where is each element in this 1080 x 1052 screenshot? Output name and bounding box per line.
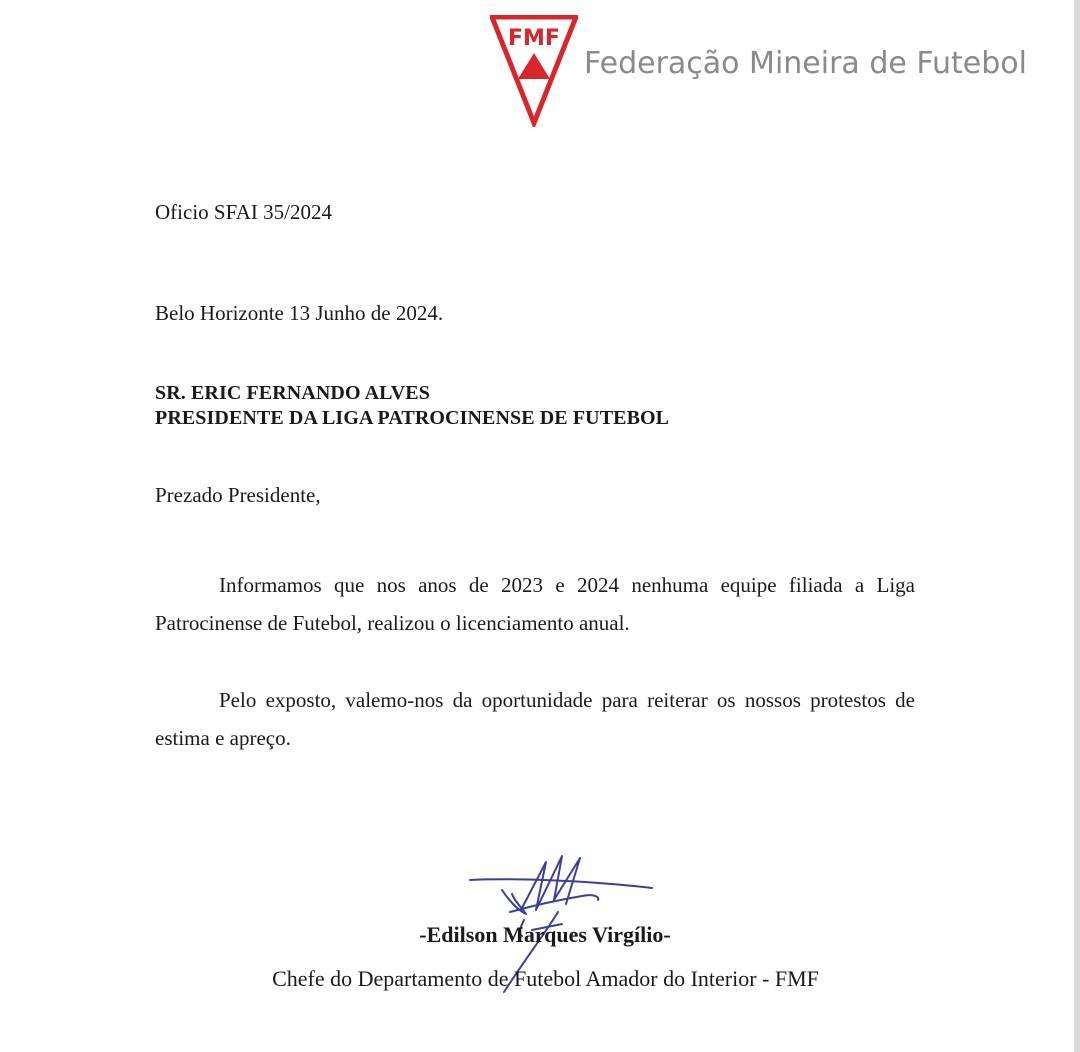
logo-text: FMF [508,26,560,51]
body-paragraph: Informamos que nos anos de 2023 e 2024 nenhuma equipe filiada a Liga Patrocinense de Futebol, realizou o licenciamento anual. [155,573,915,635]
addressee-title: PRESIDENTE DA LIGA PATROCINENSE DE FUTEBOL [155,407,670,429]
organization-name: Federação Mineira de Futebol [584,46,1027,81]
fmf-logo [490,15,578,127]
reference-number: Oficio SFAI 35/2024 [155,200,332,224]
signer-name: -Edilson Marques Virgílio- [419,922,671,947]
signer-title: Chefe do Departamento de Futebol Amador do Interior - FMF [272,966,819,991]
addressee-name: SR. ERIC FERNANDO ALVES [155,382,430,404]
addressee-block [155,381,669,431]
salutation: Prezado Presidente, [155,483,321,507]
date-line: Belo Horizonte 13 Junho de 2024. [155,301,444,325]
page-edge [1074,0,1080,1052]
body-paragraph: Pelo exposto, valemo-nos da oportunidade para reiterar os nossos protestos de estima e apreço. [155,688,915,750]
